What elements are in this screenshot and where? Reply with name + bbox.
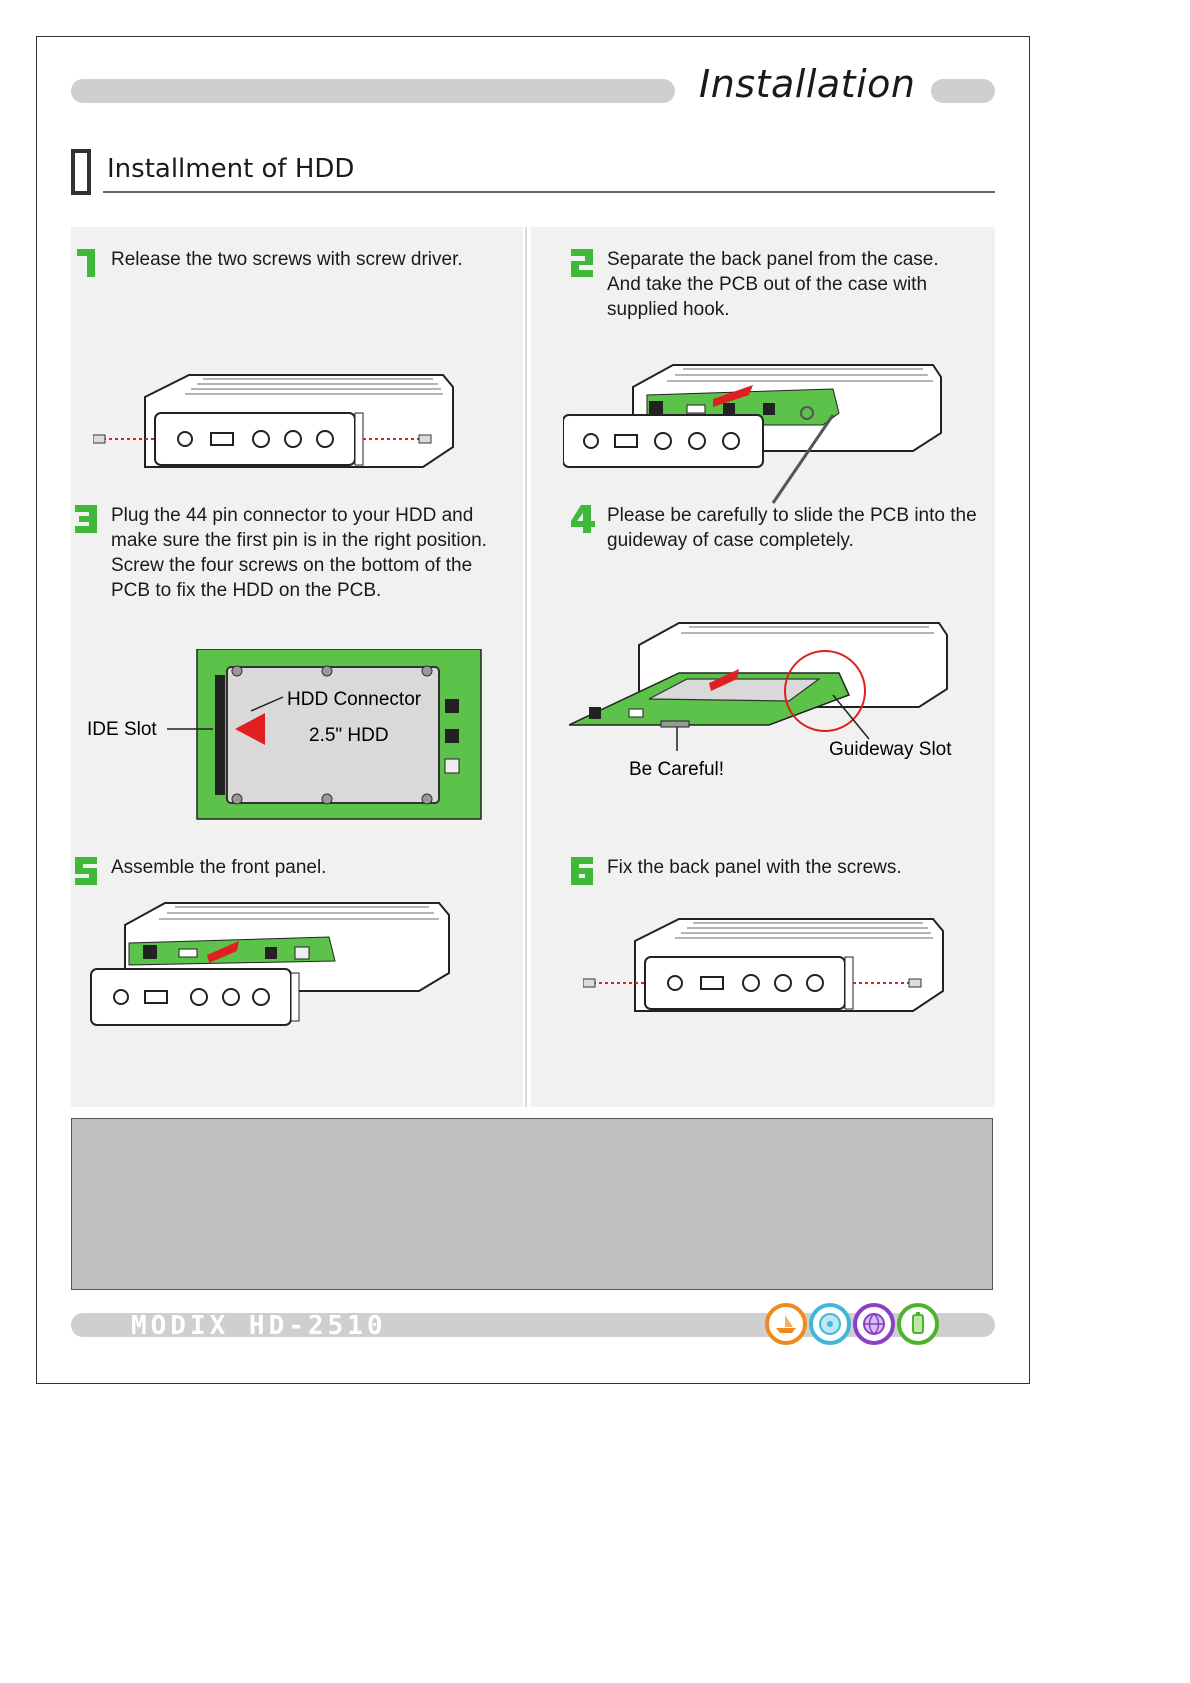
manual-page xyxy=(36,36,1030,1384)
be-careful-label: Be Careful! xyxy=(629,759,725,780)
guideway-slot-label: Guideway Slot xyxy=(829,739,952,760)
header-bar-left xyxy=(71,79,675,103)
column-divider xyxy=(525,227,527,1107)
step-6-illustration xyxy=(583,901,963,1031)
step-number-4-icon xyxy=(569,503,595,535)
brand-logo: MODIX HD-2510 xyxy=(131,1311,387,1341)
step-number-1-icon xyxy=(73,247,99,279)
step-5-illustration xyxy=(89,897,469,1037)
step-6-text: Fix the back panel with the screws. xyxy=(607,857,902,878)
globe-icon[interactable] xyxy=(853,1303,895,1345)
section-rule xyxy=(103,191,995,193)
section-marker xyxy=(71,149,91,195)
step-5-text: Assemble the front panel. xyxy=(111,857,327,878)
section-title: Installment of HDD xyxy=(107,154,355,184)
step-3-text: Plug the 44 pin connector to your HDD and make sure the first pin is in the right position. Screw the four screws on the bottom of the PCB to fix the HDD on the PCB. xyxy=(111,505,487,601)
step-2-illustration xyxy=(563,355,953,505)
step-number-5-icon xyxy=(73,855,99,887)
step-number-2-icon xyxy=(569,247,595,279)
hdd-connector-label: HDD Connector xyxy=(287,689,422,710)
step-2-text: Separate the back panel from the case. And take the PCB out of the case with supplied hook. xyxy=(607,249,939,320)
ship-icon[interactable] xyxy=(765,1303,807,1345)
step-4-illustration xyxy=(569,615,989,815)
step-3-illustration xyxy=(87,649,487,869)
disc-icon[interactable] xyxy=(809,1303,851,1345)
header-bar-right xyxy=(931,79,995,103)
ide-slot-label: IDE Slot xyxy=(87,719,157,740)
step-number-6-icon xyxy=(569,855,595,887)
step-number-3-icon xyxy=(73,503,99,535)
hdd-size-label: 2.5" HDD xyxy=(309,725,389,746)
step-4-text: Please be carefully to slide the PCB into the guideway of case completely. xyxy=(607,505,977,551)
battery-icon[interactable] xyxy=(897,1303,939,1345)
note-box xyxy=(71,1118,993,1290)
step-1-text: Release the two screws with screw driver. xyxy=(111,249,463,270)
page-title: Installation xyxy=(699,62,916,106)
step-1-illustration xyxy=(93,357,473,487)
